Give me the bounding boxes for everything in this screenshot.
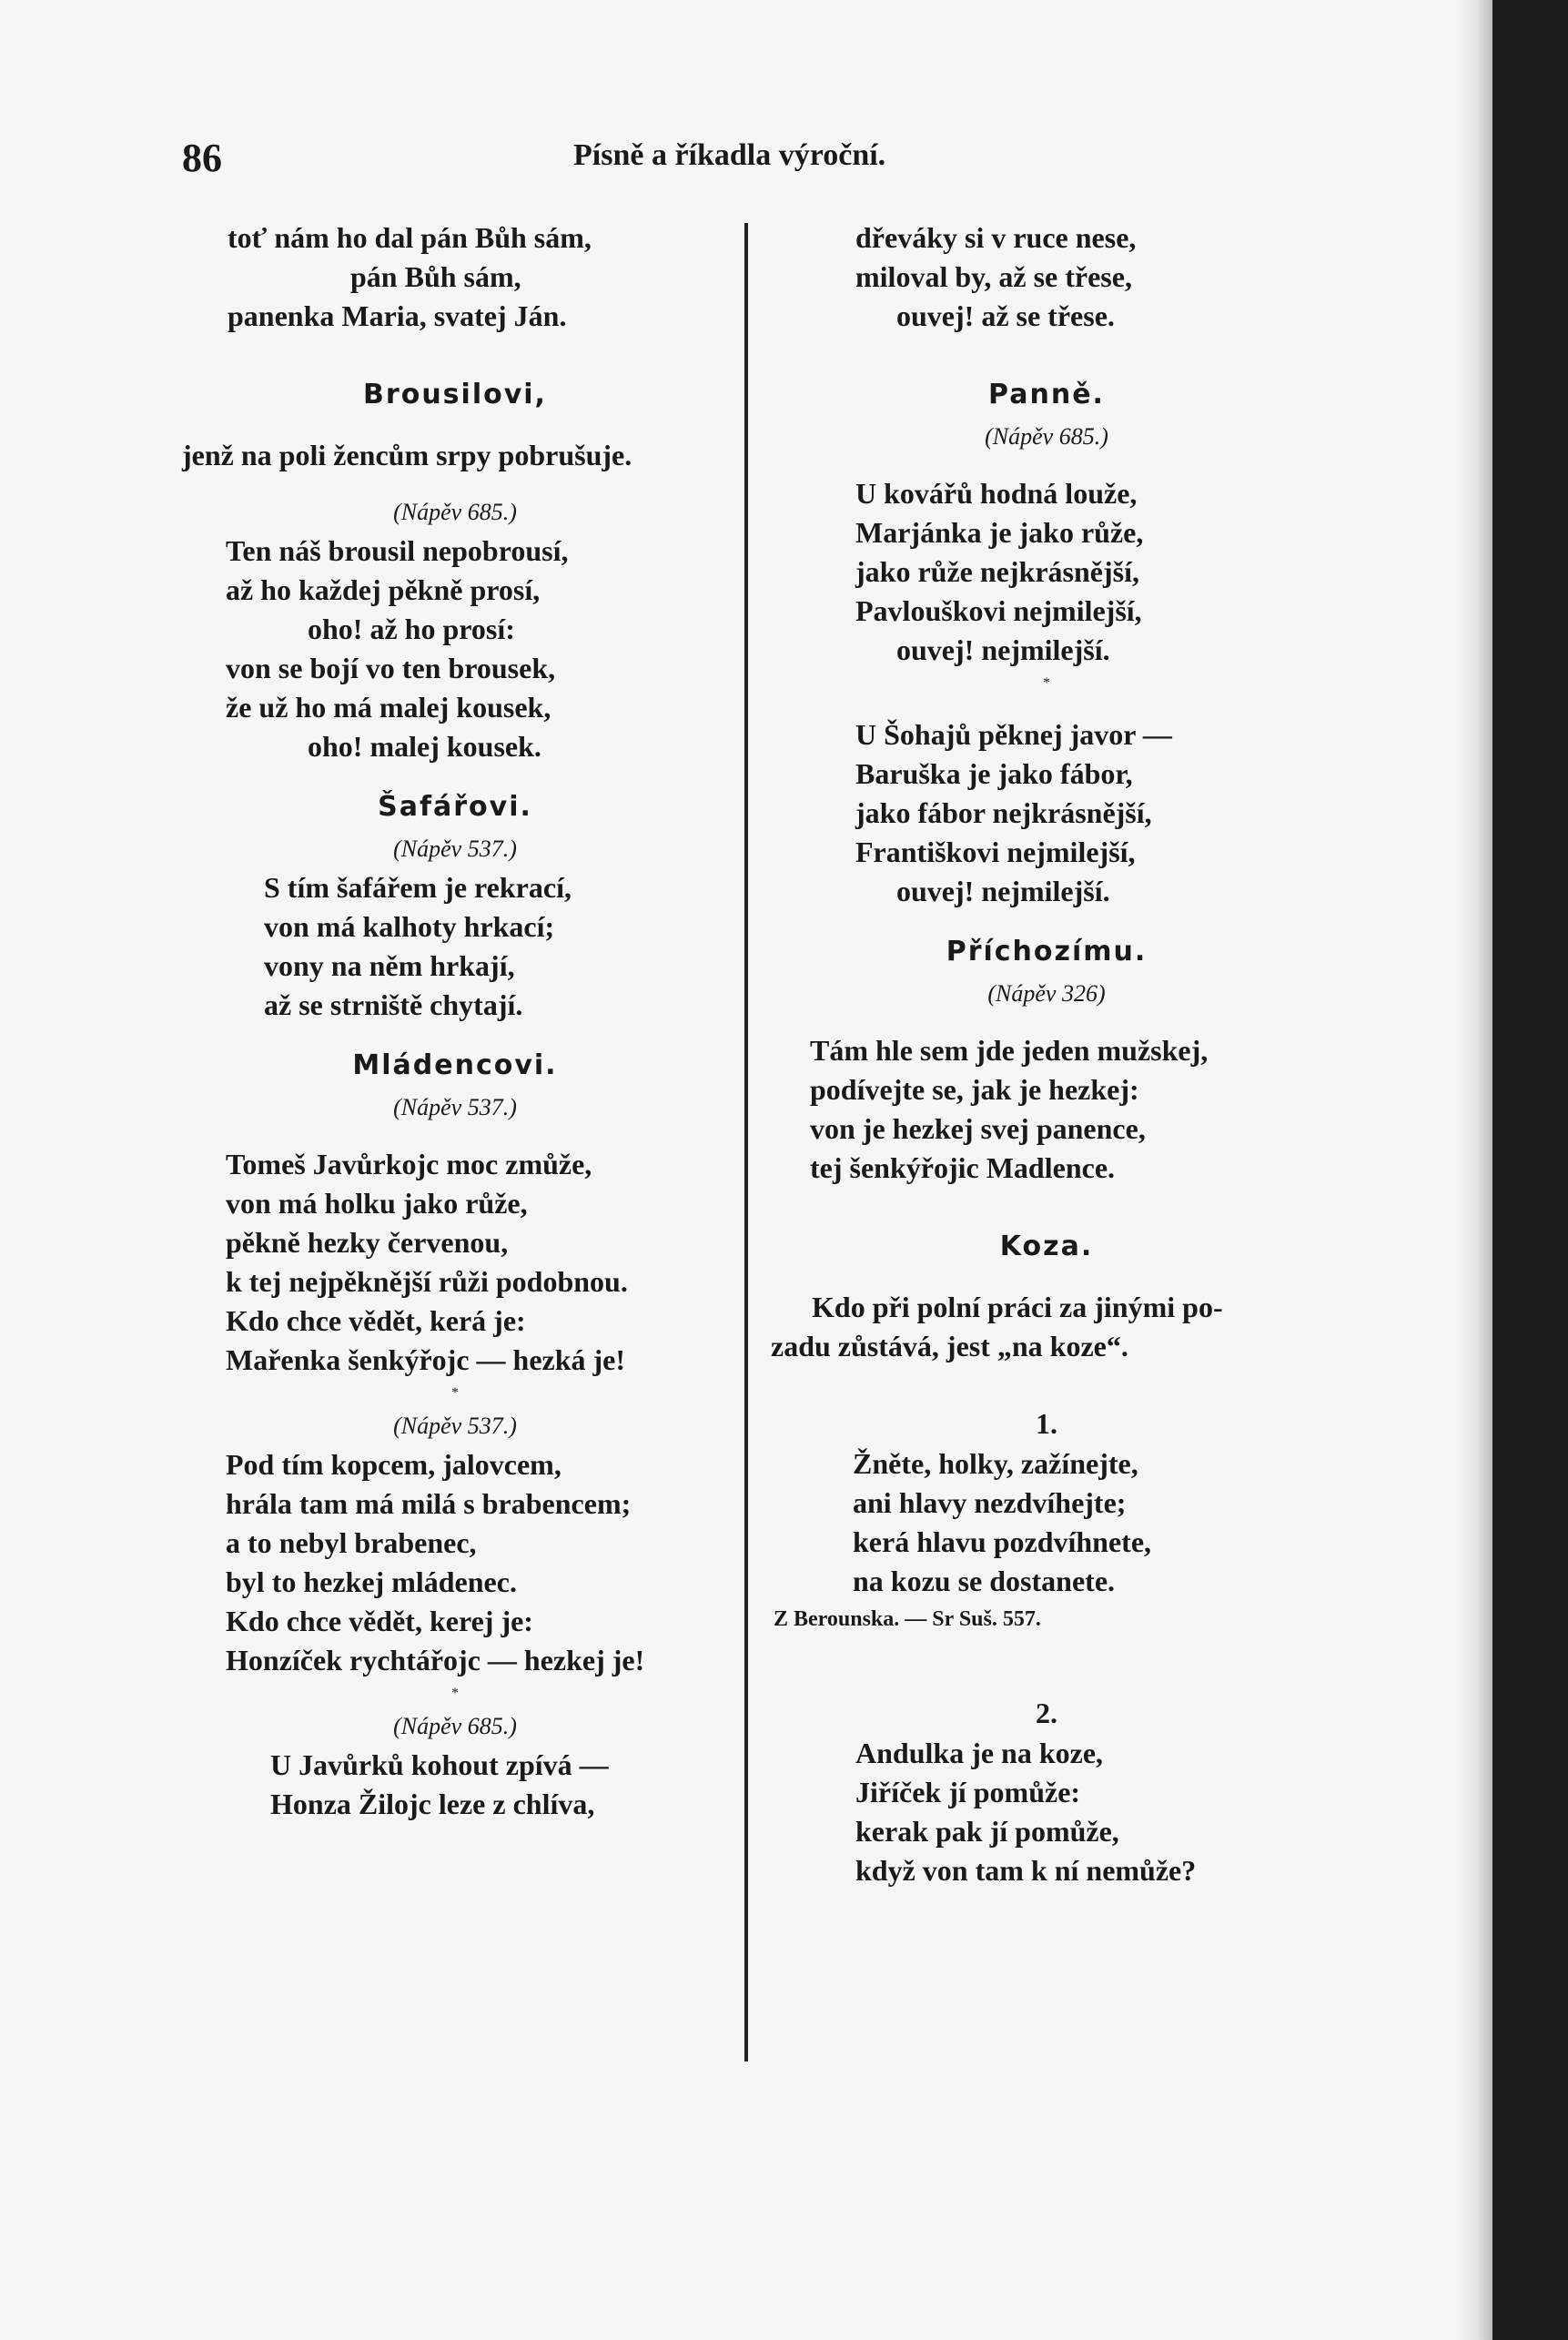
intro-verse: [755, 218, 1338, 336]
section-description: [755, 1288, 1338, 1366]
verse-line: ani hlavy nezdvíhejte;: [853, 1486, 1127, 1519]
verse-line: Pod tím kopcem, jalovcem,: [226, 1448, 561, 1481]
verse-line: miloval by, až se třese,: [855, 260, 1132, 293]
source-note: Z Berounska. — Sr Suš. 557.: [774, 1607, 1041, 1631]
page-edge-shadow: [1456, 0, 1492, 2340]
section-heading: Brousilovi,: [363, 379, 547, 410]
verse-block: [173, 1145, 737, 1380]
description-line: Kdo při polní práci za jinými po-: [812, 1291, 1223, 1323]
verse-line: dřeváky si v ruce nese,: [855, 221, 1137, 254]
running-title: Písně a říkadla výroční.: [573, 138, 886, 172]
verse-line: pán Bůh sám,: [350, 260, 521, 293]
verse-line: Mařenka šenkýřojc — hezká je!: [226, 1343, 626, 1376]
verse-block: [755, 1444, 1338, 1601]
verse-line: oho! až ho prosí:: [308, 613, 515, 645]
verse-line: a to nebyl brabenec,: [226, 1526, 477, 1559]
description-line: zadu zůstává, jest „na koze“.: [771, 1330, 1128, 1362]
section-separator: *: [451, 1385, 459, 1401]
verse-line: ouvej! nejmilejší.: [896, 633, 1110, 666]
tune-reference: (Nápěv 537.): [393, 1094, 517, 1120]
verse-block: [173, 1445, 737, 1680]
verse-block: [173, 868, 737, 1025]
verse-line: Kdo chce vědět, kerá je:: [226, 1304, 526, 1337]
book-spine-shadow: [1492, 0, 1568, 2340]
verse-line: Marjánka je jako růže,: [855, 516, 1144, 549]
verse-line: Žněte, holky, zažínejte,: [853, 1447, 1138, 1480]
verse-line: kerak pak jí pomůže,: [855, 1815, 1119, 1848]
column-divider: [744, 223, 748, 2061]
section-separator: *: [1043, 675, 1050, 691]
verse-line: ouvej! až se třese.: [896, 299, 1115, 332]
intro-verse: [173, 218, 737, 336]
tune-reference: (Nápěv 537.): [393, 1413, 517, 1439]
section-description: jenž na poli žencům srpy pobrušuje.: [182, 439, 632, 471]
verse-line: Honza Žilojc leze z chlíva,: [270, 1788, 595, 1820]
verse-line: von má kalhoty hrkací;: [264, 910, 555, 943]
verse-line: Honzíček rychtářojc — hezkej je!: [226, 1644, 645, 1676]
tune-reference: (Nápěv 326): [987, 980, 1106, 1007]
verse-block: [755, 474, 1338, 670]
right-column: [755, 218, 1338, 1890]
verse-line: jako fábor nejkrásnější,: [855, 796, 1152, 829]
left-column: [173, 218, 737, 1824]
verse-line: oho! malej kousek.: [308, 730, 541, 763]
verse-line: na kozu se dostanete.: [853, 1565, 1116, 1597]
verse-line: Tomeš Javůrkojc moc zmůže,: [226, 1148, 592, 1180]
verse-line: Andulka je na koze,: [855, 1737, 1104, 1769]
verse-line: U kovářů hodná louže,: [855, 477, 1138, 510]
verse-line: Kdo chce vědět, kerej je:: [226, 1605, 533, 1637]
verse-line: Jiříček jí pomůže:: [855, 1776, 1081, 1808]
verse-line: ouvej! nejmilejší.: [896, 875, 1110, 907]
verse-line: panenka Maria, svatej Ján.: [228, 299, 567, 332]
verse-block: [755, 715, 1338, 911]
verse-line: von se bojí vo ten brousek,: [226, 652, 556, 684]
verse-line: až se strniště chytají.: [264, 988, 523, 1021]
verse-line: von má holku jako růže,: [226, 1187, 528, 1220]
verse-line: až ho každej pěkně prosí,: [226, 573, 541, 606]
verse-line: S tím šafářem je rekrací,: [264, 871, 572, 904]
verse-line: byl to hezkej mládenec.: [226, 1565, 517, 1598]
verse-block: [755, 1734, 1338, 1890]
verse-line: Františkovi nejmilejší,: [855, 836, 1136, 868]
verse-line: von je hezkej svej panence,: [810, 1112, 1146, 1145]
verse-line: U Šohajů pěknej javor —: [855, 718, 1172, 751]
section-heading: Mládencovi.: [352, 1049, 558, 1081]
tune-reference: (Nápěv 685.): [985, 423, 1108, 450]
verse-line: vony na něm hrkají,: [264, 949, 515, 982]
tune-reference: (Nápěv 685.): [393, 1713, 517, 1739]
verse-line: Ten náš brousil nepobrousí,: [226, 534, 569, 567]
verse-block: [173, 1746, 737, 1824]
stanza-number: 2.: [1036, 1697, 1057, 1729]
verse-block: [755, 1031, 1338, 1188]
section-heading: Koza.: [999, 1231, 1094, 1262]
verse-line: podívejte se, jak je hezkej:: [810, 1073, 1139, 1106]
verse-line: tej šenkýřojic Madlence.: [810, 1151, 1116, 1184]
page-number: 86: [182, 136, 222, 180]
verse-line: kerá hlavu pozdvíhnete,: [853, 1525, 1152, 1558]
section-heading: Šafářovi.: [378, 791, 532, 823]
verse-line: hrála tam má milá s brabencem;: [226, 1487, 632, 1520]
section-heading: Příchozímu.: [946, 936, 1148, 967]
verse-block: [173, 532, 737, 766]
verse-line: Baruška je jako fábor,: [855, 757, 1133, 790]
tune-reference: (Nápěv 685.): [393, 499, 517, 525]
verse-line: že už ho má malej kousek,: [226, 691, 551, 724]
verse-line: Tám hle sem jde jeden mužskej,: [810, 1034, 1209, 1067]
verse-line: jako růže nejkrásnější,: [855, 555, 1139, 588]
section-heading: Panně.: [988, 379, 1105, 410]
verse-line: toť nám ho dal pán Bůh sám,: [228, 221, 592, 254]
verse-line: k tej nejpěknější růži podobnou.: [226, 1265, 628, 1298]
verse-line: když von tam k ní nemůže?: [855, 1854, 1197, 1887]
page-header: [0, 135, 1492, 189]
verse-line: Pavlouškovi nejmilejší,: [855, 594, 1142, 627]
stanza-number: 1.: [1036, 1407, 1057, 1440]
verse-line: pěkně hezky červenou,: [226, 1226, 509, 1259]
tune-reference: (Nápěv 537.): [393, 836, 517, 862]
verse-line: U Javůrků kohout zpívá —: [270, 1748, 609, 1781]
section-separator: *: [451, 1686, 459, 1701]
